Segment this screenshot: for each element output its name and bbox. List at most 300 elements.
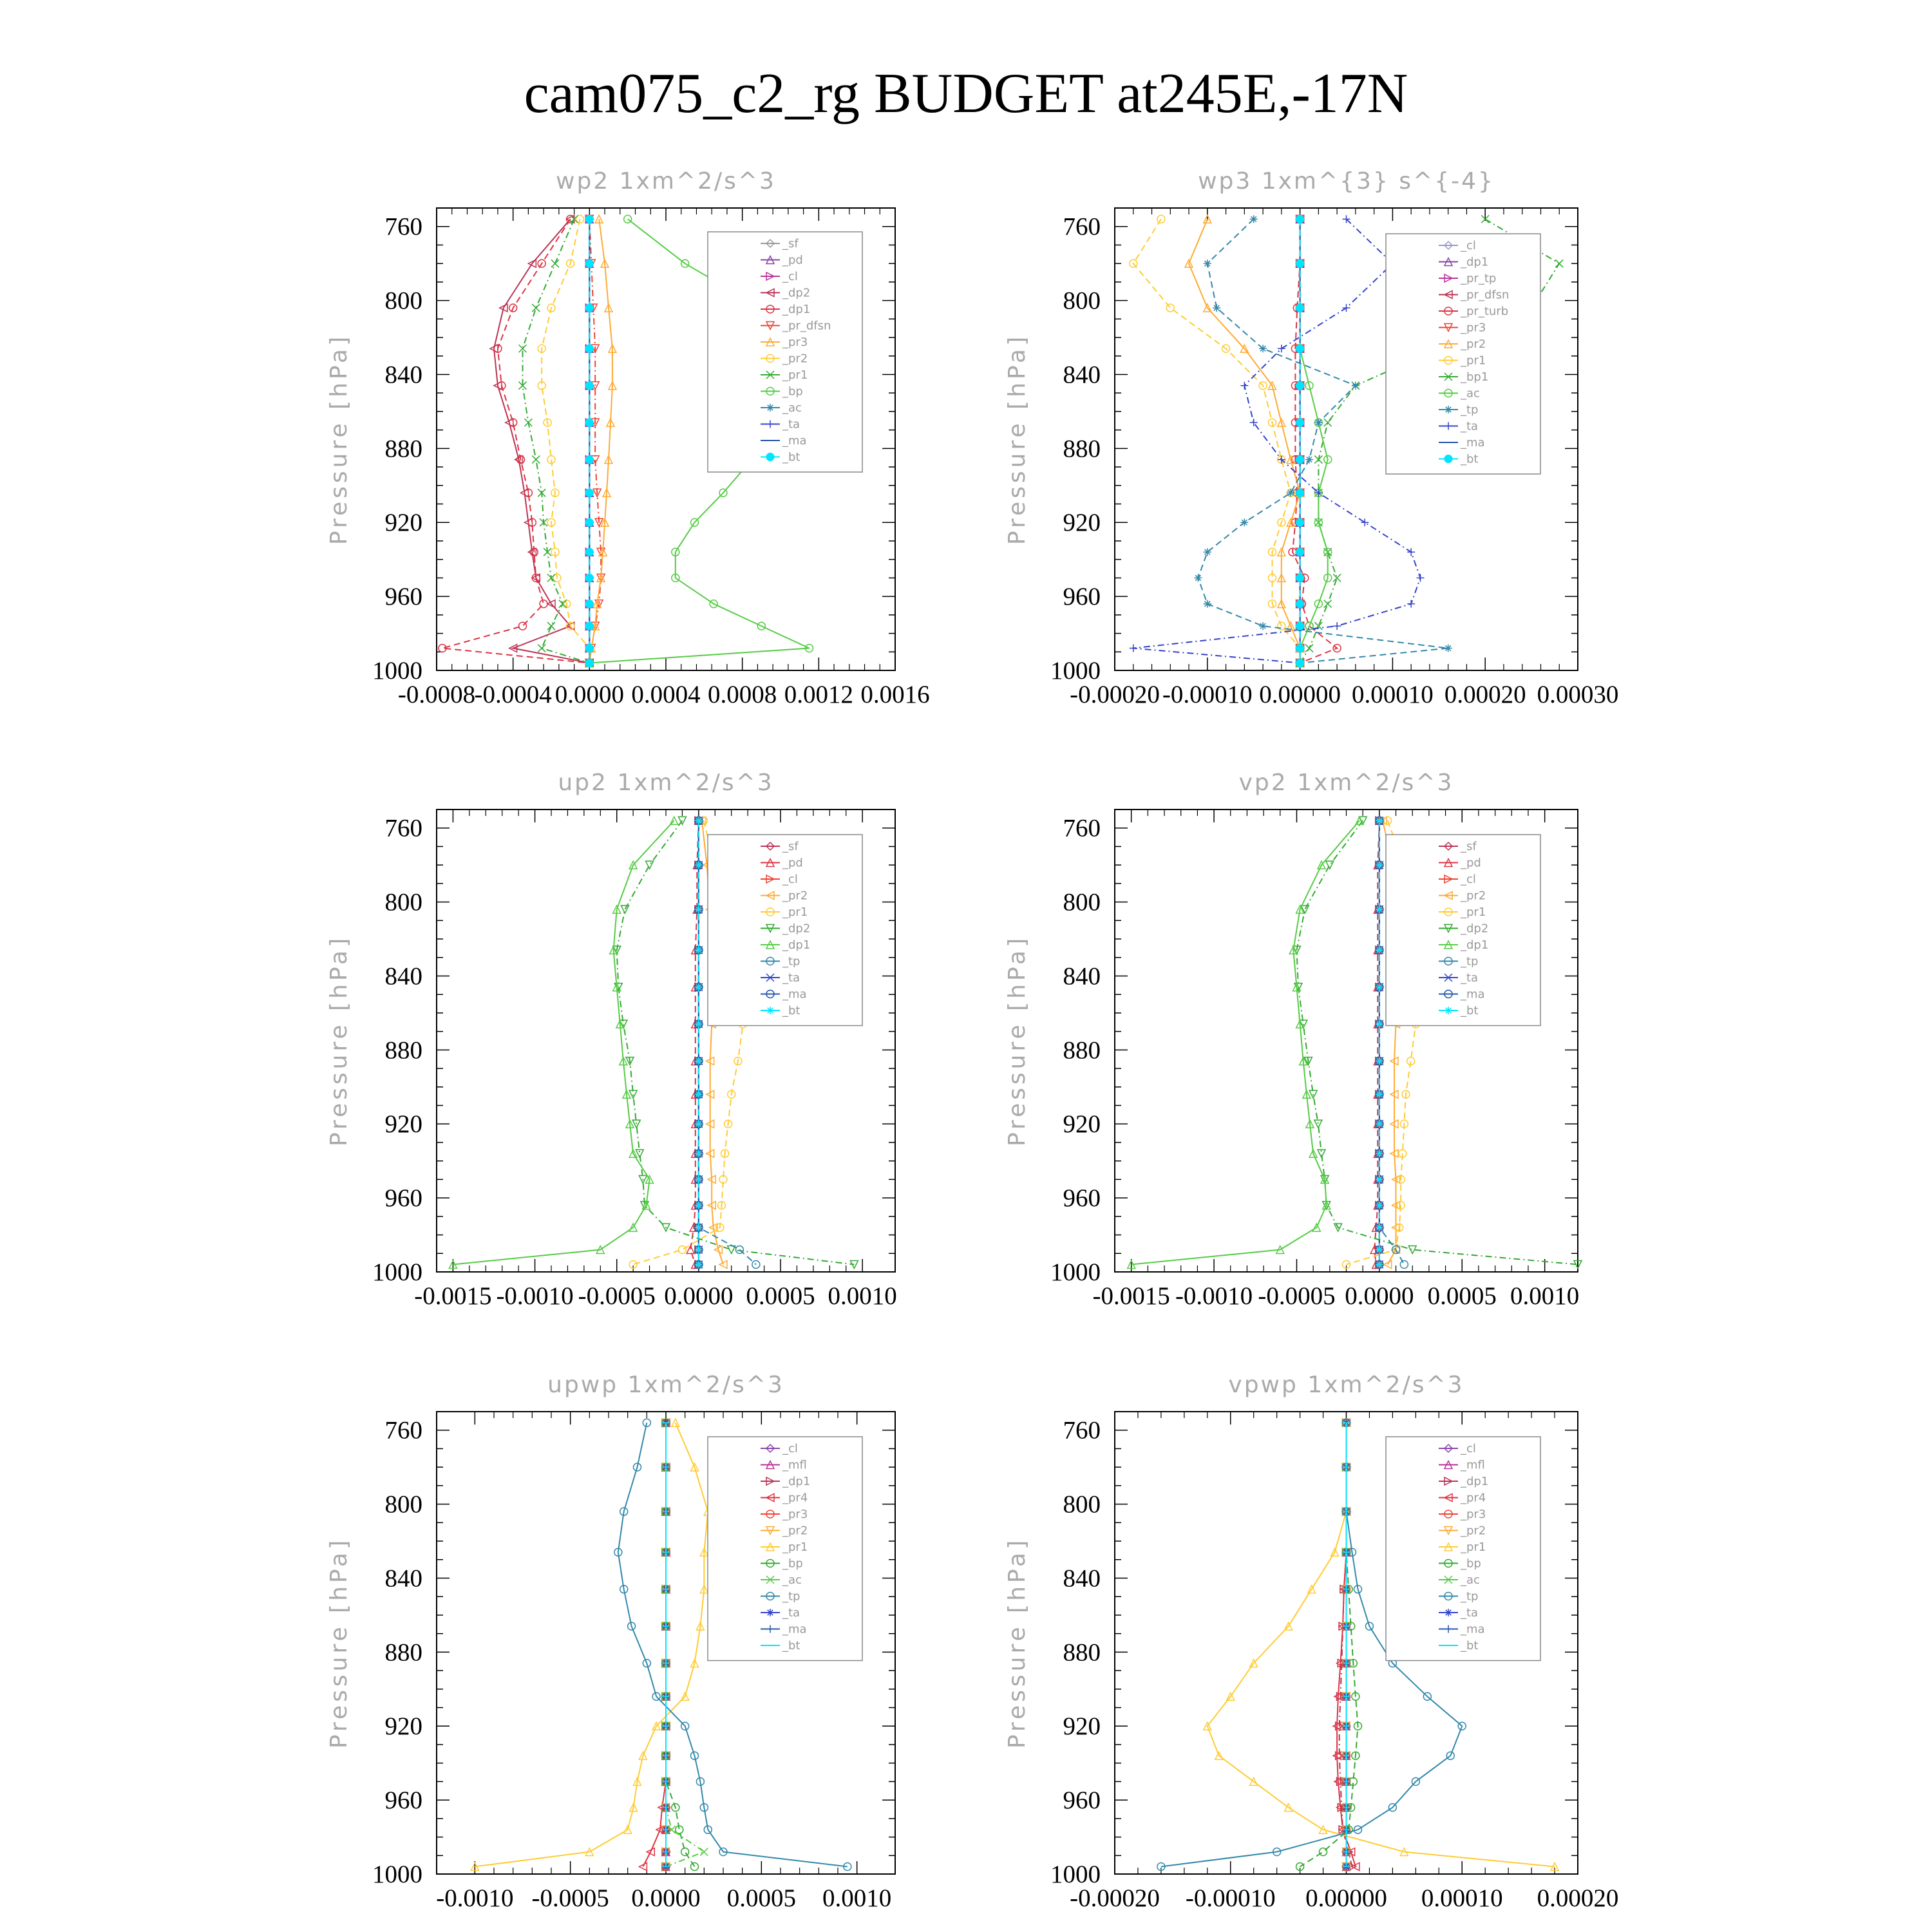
- data-point: [629, 1090, 637, 1098]
- legend-label: _ac: [782, 401, 802, 415]
- legend-label: _sf: [782, 840, 799, 853]
- data-point: [1296, 455, 1304, 464]
- series-line: [690, 820, 699, 1264]
- series-line: [1300, 1423, 1358, 1866]
- y-tick-label: 880: [384, 1638, 422, 1667]
- data-point: [1376, 1224, 1383, 1231]
- y-tick-label: 840: [384, 361, 422, 389]
- legend-label: _ta: [782, 971, 800, 985]
- y-tick-label: 1000: [1050, 1258, 1101, 1286]
- data-point: [639, 1863, 647, 1871]
- x-tick-label: 0.00030: [1537, 681, 1619, 708]
- panel-2: [1004, 168, 1618, 708]
- panel-1: [326, 168, 930, 708]
- legend-label: _tp: [1461, 1589, 1479, 1604]
- y-tick-label: 800: [384, 888, 422, 916]
- data-point: [538, 645, 545, 652]
- data-point: [1343, 304, 1350, 312]
- legend-label: _mfl: [1461, 1458, 1485, 1472]
- data-point: [1296, 574, 1304, 582]
- data-point: [695, 1202, 703, 1209]
- y-tick-label: 840: [384, 962, 422, 990]
- series-line: [1189, 219, 1300, 663]
- data-point: [547, 622, 555, 630]
- data-point: [585, 489, 594, 497]
- legend-label: _ma: [1461, 987, 1485, 1001]
- data-point: [695, 1261, 703, 1269]
- legend-label: _pr_tp: [1461, 272, 1497, 285]
- series-bp: [662, 1419, 699, 1870]
- data-point: [695, 1150, 703, 1157]
- series-pr4: [639, 1419, 670, 1870]
- series-pd: [1370, 817, 1383, 1268]
- data-point: [695, 946, 703, 954]
- data-point: [1333, 622, 1341, 630]
- y-tick-label: 840: [1063, 962, 1101, 990]
- y-tick-label: 920: [1063, 509, 1101, 537]
- data-point: [585, 419, 594, 427]
- legend-label: _tp: [1461, 954, 1479, 969]
- series-line: [475, 1423, 708, 1866]
- legend-label: _ta: [1461, 1606, 1479, 1620]
- x-tick-label: 0.00020: [1537, 1884, 1619, 1912]
- x-tick-label: 0.0000: [1345, 1282, 1414, 1310]
- legend-label: _dp1: [782, 938, 811, 952]
- data-point: [585, 381, 594, 390]
- series-pr1: [519, 215, 594, 667]
- series-dp1: [1128, 817, 1363, 1268]
- legend-label: _pr1: [1461, 1540, 1486, 1554]
- data-point: [532, 304, 540, 312]
- y-tick-label: 960: [384, 1786, 422, 1815]
- legend-label: _pr2: [782, 1524, 808, 1538]
- data-point: [1305, 456, 1313, 464]
- legend-label: _pr1: [782, 368, 808, 382]
- y-tick-label: 960: [1063, 583, 1101, 611]
- data-point: [1376, 1057, 1383, 1065]
- legend-marker: [1444, 406, 1452, 413]
- data-point: [585, 621, 594, 630]
- series-line: [494, 219, 589, 663]
- legend: [1386, 835, 1540, 1026]
- legend-label: _ma: [782, 987, 807, 1001]
- data-point: [695, 1120, 703, 1128]
- data-point: [1376, 1150, 1383, 1157]
- legend: [708, 835, 862, 1026]
- data-point: [695, 1057, 703, 1065]
- data-point: [1324, 600, 1332, 608]
- x-tick-label: 0.0000: [664, 1282, 734, 1310]
- series-pr1: [471, 1419, 712, 1870]
- data-point: [1204, 260, 1211, 267]
- data-point: [1376, 817, 1383, 824]
- legend-label: _ma: [1461, 436, 1485, 450]
- legend-label: _dp1: [782, 303, 811, 316]
- data-point: [1326, 861, 1334, 869]
- data-point: [585, 455, 594, 464]
- legend-label: _pr2: [1461, 889, 1486, 903]
- legend-label: _pr2: [782, 352, 808, 366]
- y-tick-label: 840: [1063, 1564, 1101, 1593]
- series-line: [643, 1423, 666, 1866]
- data-point: [1166, 304, 1174, 312]
- series-bp: [1296, 1419, 1362, 1870]
- legend: [1386, 1437, 1540, 1661]
- data-point: [585, 600, 594, 608]
- panel-3: [326, 770, 897, 1310]
- legend-label: _bt: [782, 1004, 800, 1018]
- x-tick-label: -0.0008: [397, 681, 476, 708]
- x-tick-label: -0.0015: [414, 1282, 492, 1310]
- legend-marker: [1444, 1609, 1452, 1616]
- data-point: [695, 1090, 703, 1098]
- y-tick-label: 880: [1063, 1638, 1101, 1667]
- data-point: [695, 1224, 703, 1231]
- legend-label: _pr1: [782, 905, 808, 919]
- data-point: [1296, 381, 1304, 390]
- legend-label: _ta: [782, 417, 800, 431]
- y-tick-label: 880: [1063, 435, 1101, 463]
- y-tick-label: 800: [1063, 1490, 1101, 1519]
- legend-label: _pr1: [1461, 905, 1486, 919]
- data-point: [1376, 1261, 1383, 1269]
- y-axis-label: Pressure [hPa]: [326, 1537, 352, 1749]
- data-point: [695, 1246, 703, 1254]
- legend-marker: [766, 453, 774, 461]
- data-point: [1240, 518, 1248, 526]
- legend-label: _dp1: [1461, 1475, 1489, 1488]
- legend-marker: [766, 404, 774, 412]
- data-point: [1361, 518, 1368, 526]
- data-point: [1407, 548, 1415, 556]
- data-point: [1417, 574, 1425, 582]
- legend-label: _pr4: [782, 1491, 808, 1505]
- x-tick-label: -0.0005: [578, 1282, 656, 1310]
- legend-label: _bp1: [1461, 370, 1489, 384]
- legend-label: _pd: [782, 856, 803, 870]
- data-point: [1296, 644, 1304, 652]
- data-point: [1376, 1090, 1383, 1098]
- x-tick-label: 0.0004: [631, 681, 701, 708]
- series-pr2: [538, 215, 593, 667]
- data-point: [1376, 1175, 1383, 1183]
- series-pd: [687, 817, 703, 1268]
- data-point: [1296, 659, 1304, 667]
- y-tick-label: 880: [384, 1036, 422, 1065]
- legend-label: _dp2: [782, 922, 811, 936]
- x-tick-label: -0.0015: [1092, 1282, 1170, 1310]
- legend: [708, 232, 862, 472]
- data-point: [1259, 622, 1267, 630]
- data-point: [585, 345, 594, 353]
- data-point: [1296, 215, 1304, 223]
- y-tick-label: 960: [1063, 1786, 1101, 1815]
- x-tick-label: 0.0012: [784, 681, 853, 708]
- x-tick-label: 0.0010: [828, 1282, 897, 1310]
- y-tick-label: 1000: [372, 657, 422, 685]
- y-tick-label: 800: [1063, 287, 1101, 315]
- x-tick-label: 0.0010: [822, 1884, 892, 1912]
- data-point: [1376, 1020, 1383, 1028]
- panel-title: vp2 1xm^2/s^3: [1238, 770, 1454, 796]
- legend-marker: [766, 1007, 774, 1014]
- x-tick-label: 0.0005: [1427, 1282, 1497, 1310]
- x-tick-label: 0.00000: [1259, 681, 1341, 708]
- legend-marker: [1444, 1007, 1452, 1014]
- legend-label: _tp: [1461, 403, 1479, 417]
- data-point: [559, 600, 567, 608]
- data-point: [695, 905, 703, 913]
- legend-label: _mfl: [782, 1458, 807, 1472]
- y-axis-label: Pressure [hPa]: [326, 333, 352, 545]
- panel-title: upwp 1xm^2/s^3: [547, 1372, 784, 1398]
- legend-label: _tp: [782, 1589, 800, 1604]
- y-tick-label: 760: [1063, 1416, 1101, 1444]
- data-point: [1204, 600, 1211, 608]
- legend-label: _bt: [1461, 1004, 1479, 1018]
- data-point: [532, 456, 540, 464]
- data-point: [1296, 548, 1304, 556]
- legend-label: _bt: [1461, 452, 1479, 466]
- legend-label: _dp2: [782, 286, 811, 300]
- series-line: [1133, 219, 1300, 663]
- legend-label: _ta: [1461, 971, 1479, 985]
- data-point: [585, 260, 594, 268]
- y-axis-label: Pressure [hPa]: [1004, 934, 1030, 1147]
- data-point: [1314, 1120, 1322, 1128]
- legend-label: _pr_turb: [1461, 305, 1509, 318]
- data-point: [519, 622, 527, 630]
- data-point: [1296, 621, 1304, 630]
- series-line: [666, 1423, 704, 1866]
- data-point: [695, 1020, 703, 1028]
- data-point: [585, 644, 594, 652]
- x-tick-label: 0.00010: [1352, 681, 1434, 708]
- x-tick-label: 0.0000: [554, 681, 624, 708]
- legend-label: _pr2: [1461, 1524, 1486, 1538]
- series-line: [589, 219, 601, 663]
- data-point: [1250, 215, 1258, 223]
- legend-label: _pr1: [1461, 354, 1486, 368]
- legend-marker: [1444, 455, 1452, 463]
- legend-label: _sf: [782, 237, 799, 251]
- panel-6: [1004, 1372, 1618, 1912]
- legend-label: _ma: [1461, 1622, 1485, 1636]
- legend-label: _dp1: [1461, 938, 1489, 952]
- data-point: [1130, 645, 1137, 652]
- legend: [1386, 234, 1540, 474]
- data-point: [621, 905, 629, 913]
- data-point: [1305, 645, 1313, 652]
- y-tick-label: 960: [1063, 1184, 1101, 1213]
- data-point: [695, 983, 703, 991]
- data-point: [1296, 260, 1304, 268]
- data-point: [1296, 419, 1304, 427]
- data-point: [624, 215, 632, 223]
- data-point: [1296, 518, 1304, 527]
- panel-title: wp2 1xm^2/s^3: [556, 168, 776, 194]
- x-tick-label: 0.0008: [708, 681, 777, 708]
- legend-label: _pr4: [1461, 1491, 1486, 1505]
- legend-label: _ta: [1461, 419, 1479, 433]
- y-tick-label: 1000: [372, 1861, 422, 1888]
- data-point: [1320, 1848, 1327, 1856]
- data-point: [1384, 1261, 1392, 1269]
- data-point: [1400, 1261, 1408, 1269]
- legend-label: _bt: [782, 450, 800, 464]
- data-point: [678, 1246, 686, 1254]
- legend-label: _pr_dfsn: [1461, 288, 1510, 302]
- legend-label: _pr3: [782, 336, 808, 349]
- x-tick-label: 0.00010: [1421, 1884, 1503, 1912]
- series-pr2: [1185, 215, 1304, 667]
- panel-title: up2 1xm^2/s^3: [558, 770, 774, 796]
- data-point: [585, 574, 594, 582]
- legend-label: _sf: [1461, 840, 1477, 853]
- y-tick-label: 920: [1063, 1712, 1101, 1741]
- y-axis-label: Pressure [hPa]: [1004, 1537, 1030, 1749]
- data-point: [585, 303, 594, 312]
- y-tick-label: 920: [384, 1110, 422, 1139]
- legend-label: _bp: [1461, 1557, 1481, 1571]
- series-pr3: [585, 215, 616, 667]
- y-tick-label: 760: [384, 814, 422, 842]
- legend: [708, 1437, 862, 1661]
- series-line: [442, 219, 589, 663]
- data-point: [1376, 1246, 1383, 1254]
- data-point: [1376, 1202, 1383, 1209]
- series-line: [1132, 820, 1359, 1264]
- y-tick-label: 880: [384, 435, 422, 463]
- data-point: [1213, 304, 1220, 312]
- data-point: [1376, 983, 1383, 991]
- data-point: [1194, 574, 1202, 582]
- x-tick-label: 0.0005: [746, 1282, 815, 1310]
- y-tick-label: 760: [384, 1416, 422, 1444]
- y-tick-label: 760: [384, 213, 422, 241]
- y-tick-label: 1000: [1050, 657, 1101, 685]
- legend-label: _bt: [782, 1639, 800, 1653]
- y-tick-label: 800: [384, 287, 422, 315]
- data-point: [1204, 548, 1211, 556]
- legend-label: _ma: [782, 434, 807, 448]
- data-point: [1376, 861, 1383, 869]
- y-tick-label: 760: [1063, 814, 1101, 842]
- legend-label: _cl: [1461, 873, 1476, 886]
- data-point: [585, 659, 594, 667]
- series-line: [523, 219, 590, 663]
- panel-title: wp3 1xm^{3} s^{-4}: [1198, 168, 1495, 194]
- legend-marker: [766, 1609, 774, 1616]
- y-tick-label: 840: [1063, 361, 1101, 389]
- series-dp1: [449, 817, 677, 1268]
- data-point: [1296, 600, 1304, 608]
- data-point: [695, 861, 703, 869]
- legend-label: _pr3: [782, 1508, 808, 1521]
- series-bt: [1343, 1423, 1350, 1866]
- y-tick-label: 840: [384, 1564, 422, 1593]
- legend-label: _ac: [782, 1573, 802, 1587]
- series-dp1: [439, 215, 593, 667]
- x-tick-label: 0.00020: [1444, 681, 1526, 708]
- data-point: [1376, 946, 1383, 954]
- x-tick-label: 0.00000: [1305, 1884, 1387, 1912]
- data-point: [1407, 600, 1415, 608]
- data-point: [695, 817, 703, 824]
- data-point: [1324, 419, 1332, 426]
- legend-label: _ac: [1461, 386, 1480, 401]
- series-line: [453, 820, 674, 1264]
- legend-label: _pr3: [1461, 1508, 1486, 1521]
- x-tick-label: 0.0000: [631, 1884, 701, 1912]
- data-point: [1314, 456, 1322, 464]
- y-tick-label: 960: [384, 1184, 422, 1213]
- y-tick-label: 880: [1063, 1036, 1101, 1065]
- y-tick-label: 1000: [1050, 1861, 1101, 1888]
- y-tick-label: 920: [1063, 1110, 1101, 1139]
- y-tick-label: 920: [384, 509, 422, 537]
- legend-label: _pr_dfsn: [782, 319, 831, 333]
- y-tick-label: 1000: [372, 1258, 422, 1286]
- y-tick-label: 760: [1063, 213, 1101, 241]
- legend-label: _cl: [1461, 1442, 1476, 1455]
- legend-label: _dp1: [782, 1475, 811, 1488]
- legend-label: _pr1: [782, 1540, 808, 1554]
- data-point: [1333, 574, 1341, 582]
- data-point: [1376, 1120, 1383, 1128]
- panel-5: [326, 1372, 895, 1912]
- y-tick-label: 800: [1063, 888, 1101, 916]
- series-pr_turb: [1289, 215, 1341, 667]
- series-pr_dfsn: [585, 215, 605, 667]
- series-line: [542, 219, 589, 663]
- legend-label: _cl: [782, 1442, 798, 1455]
- legend-label: _bt: [1461, 1639, 1479, 1653]
- x-tick-label: 0.0016: [860, 681, 930, 708]
- y-tick-label: 960: [384, 583, 422, 611]
- x-tick-label: 0.0010: [1510, 1282, 1580, 1310]
- legend-label: _pr3: [1461, 321, 1486, 335]
- data-point: [551, 260, 559, 267]
- legend-label: _bp: [782, 1557, 803, 1571]
- x-tick-label: -0.0005: [531, 1884, 609, 1912]
- x-tick-label: -0.00010: [1185, 1884, 1276, 1912]
- legend-label: _pr2: [1461, 337, 1486, 351]
- data-point: [1296, 345, 1304, 353]
- x-tick-label: -0.0004: [474, 681, 552, 708]
- data-point: [1296, 303, 1304, 312]
- x-tick-label: -0.00010: [1162, 681, 1253, 708]
- x-tick-label: -0.00020: [1070, 1884, 1160, 1912]
- panel-4: [1004, 770, 1582, 1310]
- data-point: [700, 1848, 708, 1856]
- series-pr1: [1130, 215, 1304, 667]
- x-tick-label: -0.0010: [496, 1282, 574, 1310]
- x-tick-label: -0.00020: [1070, 681, 1160, 708]
- series-line: [666, 1423, 695, 1866]
- data-point: [585, 215, 594, 223]
- legend-label: _tp: [782, 954, 800, 969]
- x-tick-label: -0.0010: [436, 1884, 514, 1912]
- legend-label: _dp2: [1461, 922, 1489, 936]
- legend-label: _dp1: [1461, 255, 1489, 269]
- data-point: [585, 548, 594, 556]
- data-point: [1296, 489, 1304, 497]
- figure-title: cam075_c2_rg BUDGET at245E,-17N: [524, 62, 1408, 125]
- data-point: [646, 861, 654, 869]
- panel-title: vpwp 1xm^2/s^3: [1228, 1372, 1464, 1398]
- x-tick-label: -0.0005: [1258, 1282, 1336, 1310]
